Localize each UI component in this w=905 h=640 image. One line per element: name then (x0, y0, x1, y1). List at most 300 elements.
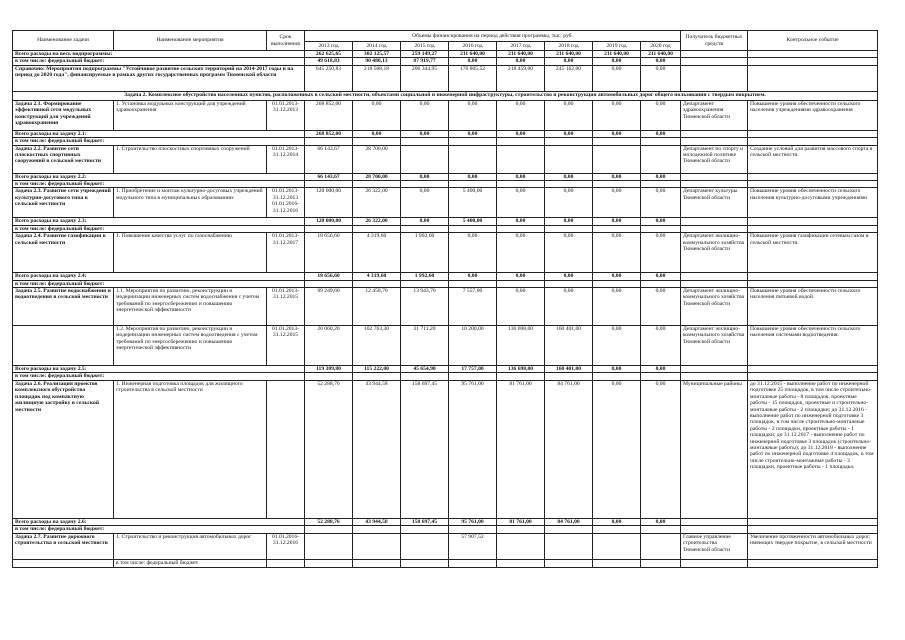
value-cell: 120 000,00 (305, 218, 353, 225)
table-row (13, 366, 878, 373)
table-row (13, 280, 878, 287)
recipient-cell (681, 181, 748, 188)
value-cell: 0,00 (497, 218, 545, 225)
value-cell: 0,00 (641, 273, 681, 280)
value-cell (401, 280, 449, 287)
recipient-cell: Департамент жилищно-коммунального хозяйства Тюменской области (681, 233, 748, 273)
funding-table (12, 30, 878, 568)
value-cell (353, 559, 401, 567)
value-cell (305, 138, 353, 145)
value-cell (641, 145, 681, 173)
row-label: в том числе: федеральный бюджет: (13, 280, 305, 287)
value-cell: 0,00 (593, 366, 641, 373)
table-row (13, 559, 878, 567)
row-label: в том числе: федеральный бюджет: (13, 138, 305, 145)
value-cell: 49 618,83 (305, 58, 353, 65)
value-cell: 268 852,00 (305, 130, 353, 137)
value-cell: 5 400,00 (449, 218, 497, 225)
value-cell: 95 761,00 (449, 518, 497, 525)
recipient-cell (681, 366, 748, 373)
value-cell: 26 322,00 (353, 188, 401, 218)
action-cell: 1. Приобретение и монтаж культурно-досуговых учреждений модульного типа в муниципальных образованиях (114, 188, 267, 218)
row-label: в том числе: федеральный бюджет: (13, 526, 305, 533)
recipient-cell (681, 518, 748, 525)
event-cell (748, 280, 878, 287)
value-cell (305, 526, 353, 533)
action-cell: в том числе: федеральный бюджет (114, 559, 267, 567)
value-cell: 0,00 (545, 100, 593, 130)
event-cell: Повышение уровня обеспеченности сельского населения питьевой водой. (748, 288, 878, 326)
table-row (13, 58, 878, 65)
row-label: Всего расходы на задачу 2.3: (13, 218, 305, 225)
value-cell: 0,00 (641, 188, 681, 218)
value-cell: 0,00 (593, 326, 641, 366)
task-cell: Задача 2.4. Развитие газификации в сельской местности (13, 233, 114, 273)
table-row (13, 533, 878, 559)
value-cell: 0,00 (353, 130, 401, 137)
value-cell (545, 138, 593, 145)
action-cell: 1. Повышение качества услуг по газоснабжению (114, 233, 267, 273)
event-cell (748, 181, 878, 188)
value-cell (401, 559, 449, 567)
term-cell: 01.01.2013-31.12.2015 (267, 326, 305, 366)
event-cell (748, 51, 878, 58)
value-cell (593, 559, 641, 567)
value-cell: 0,00 (545, 58, 593, 65)
value-cell: 0,00 (449, 130, 497, 137)
header-year: 2014 год (353, 42, 401, 51)
header-term: Срок выполнения (267, 31, 305, 51)
table-row (13, 526, 878, 533)
value-cell: 0,00 (641, 366, 681, 373)
recipient-cell (681, 51, 748, 58)
value-cell: 218 508,18 (353, 65, 401, 91)
value-cell (641, 559, 681, 567)
value-cell: 10 200,00 (449, 326, 497, 366)
value-cell (497, 145, 545, 173)
value-cell: 90 480,13 (353, 58, 401, 65)
value-cell: 0,00 (641, 58, 681, 65)
value-cell: 0,00 (641, 233, 681, 273)
recipient-cell (681, 559, 748, 567)
value-cell: 0,00 (497, 58, 545, 65)
event-cell (748, 218, 878, 225)
value-cell: 0,00 (641, 288, 681, 326)
value-cell: 0,00 (353, 100, 401, 130)
value-cell: 0,00 (497, 100, 545, 130)
value-cell: 302 125,57 (353, 51, 401, 58)
value-cell: 0,00 (449, 273, 497, 280)
row-label: Справочно: Мероприятия подпрограммы "Устойчивое развитие сельских территорий на 2014-2017 годы и на период до 2020 года", финансируемые в рамках других государственных программ Тюменской области (13, 65, 305, 91)
value-cell: 0,00 (545, 233, 593, 273)
table-row (13, 373, 878, 380)
value-cell: 0,00 (593, 65, 641, 91)
event-cell (748, 559, 878, 567)
recipient-cell: Департамент жилищно-коммунального хозяйства Тюменской области (681, 288, 748, 326)
value-cell: 20 060,20 (305, 326, 353, 366)
value-cell: 160 401,00 (545, 366, 593, 373)
value-cell (497, 138, 545, 145)
value-cell: 0,00 (401, 173, 449, 180)
value-cell (497, 533, 545, 559)
event-cell (748, 58, 878, 65)
value-cell: 211 640,00 (545, 51, 593, 58)
table-row (13, 138, 878, 145)
value-cell: 66 143,67 (305, 173, 353, 180)
value-cell: 0,00 (641, 380, 681, 518)
value-cell: 0,00 (449, 173, 497, 180)
event-cell (748, 518, 878, 525)
value-cell: 211 640,00 (641, 51, 681, 58)
task-cell: Задача 2.5. Развитие водоснабжения и водоотведения в сельской местности (13, 288, 114, 326)
table-row (13, 380, 878, 518)
value-cell (641, 280, 681, 287)
event-cell (748, 130, 878, 137)
value-cell (401, 533, 449, 559)
value-cell (353, 225, 401, 232)
value-cell (305, 181, 353, 188)
header-year: 2013 год (305, 42, 353, 51)
value-cell: 28 700,00 (353, 145, 401, 173)
value-cell: 115 222,00 (353, 366, 401, 373)
row-label: в том числе: федеральный бюджет: (13, 225, 305, 232)
value-cell: 0,00 (593, 188, 641, 218)
table-row (13, 173, 878, 180)
value-cell: 0,00 (593, 233, 641, 273)
value-cell: 31 711,20 (401, 326, 449, 366)
recipient-cell (681, 130, 748, 137)
recipient-cell (681, 218, 748, 225)
value-cell (641, 526, 681, 533)
value-cell: 0,00 (593, 130, 641, 137)
value-cell: 0,00 (401, 188, 449, 218)
value-cell: 0,00 (593, 58, 641, 65)
value-cell (449, 145, 497, 173)
value-cell (449, 526, 497, 533)
recipient-cell (681, 58, 748, 65)
value-cell: 0,00 (545, 288, 593, 326)
value-cell: 0,00 (641, 518, 681, 525)
row-label: в том числе: федеральный бюджет: (13, 58, 305, 65)
value-cell (593, 181, 641, 188)
term-cell: 01.01.2013-31.12.2015 (267, 288, 305, 326)
value-cell (449, 559, 497, 567)
event-cell: до 31.12.2015 - выполнение работ по инженерной подготовке 25 площадок, в том числе строительно-монтажные работы - 8 площадок, проектные работы - 15 площадок, проектные и строительно-монтажные работы - 2 площадки; до 31.12.2016 - выполнение работ по инженерной подготовке 3 площадок, в том числе строительно-монтажные работы - 2 площадки, проектные работы - 1 площадки; до 31.12.2017 - выполнение работ по инженерной подготовке 3 площадок (строительно-монтажные работы); до 31.12.2018 - выполнение работ по инженерной подготовке 4 площадок, в том числе строительно-монтажные работы - 3 площадки, проектные работы - 1 площадка. (748, 380, 878, 518)
value-cell (593, 373, 641, 380)
value-cell (545, 526, 593, 533)
value-cell: 81 761,00 (497, 380, 545, 518)
value-cell: 0,00 (593, 288, 641, 326)
value-cell (545, 280, 593, 287)
value-cell (449, 181, 497, 188)
value-cell (497, 373, 545, 380)
value-cell: 158 697,45 (401, 380, 449, 518)
event-cell (748, 138, 878, 145)
value-cell: 66 143,67 (305, 145, 353, 173)
value-cell: 245 162,00 (545, 65, 593, 91)
value-cell (497, 526, 545, 533)
event-cell (748, 225, 878, 232)
value-cell (401, 181, 449, 188)
value-cell (545, 559, 593, 567)
value-cell: 18 656,60 (305, 273, 353, 280)
value-cell: 211 640,00 (449, 51, 497, 58)
event-cell (748, 366, 878, 373)
value-cell (545, 225, 593, 232)
value-cell: 81 761,00 (497, 518, 545, 525)
value-cell (449, 138, 497, 145)
value-cell: 57 907,52 (449, 533, 497, 559)
value-cell: 18 656,60 (305, 233, 353, 273)
value-cell: 0,00 (401, 100, 449, 130)
event-cell (748, 273, 878, 280)
event-cell: Повышение уровня обеспеченности сельского населения культурно-досуговыми учреждениями (748, 188, 878, 218)
value-cell: 268 852,00 (305, 100, 353, 130)
table-row (13, 181, 878, 188)
value-cell (641, 138, 681, 145)
header-year: 2016 год (449, 42, 497, 51)
value-cell: 102 763,30 (353, 326, 401, 366)
value-cell: 211 640,00 (593, 51, 641, 58)
table-row (13, 233, 878, 273)
recipient-cell: Департамент здравоохранения Тюменской области (681, 100, 748, 130)
value-cell (593, 225, 641, 232)
value-cell: 0,00 (497, 288, 545, 326)
value-cell (593, 533, 641, 559)
value-cell: 0,00 (449, 58, 497, 65)
term-cell: 01.01.2013-31.12.2017 (267, 233, 305, 273)
table-row (13, 288, 878, 326)
header-year: 2015 год (401, 42, 449, 51)
event-cell: Повышение уровня обеспеченности сельского населения системами водоотведения. (748, 326, 878, 366)
value-cell: 136 698,00 (497, 326, 545, 366)
value-cell (593, 280, 641, 287)
value-cell (545, 181, 593, 188)
recipient-cell (681, 526, 748, 533)
action-cell: 1. Строительство плоскостных спортивных сооружений (114, 145, 267, 173)
event-cell (748, 173, 878, 180)
term-cell (267, 380, 305, 518)
value-cell: 1 992,60 (401, 273, 449, 280)
value-cell (305, 225, 353, 232)
table-body (13, 51, 878, 568)
value-cell (353, 181, 401, 188)
value-cell: 0,00 (593, 380, 641, 518)
value-cell: 206 344,95 (401, 65, 449, 91)
row-label: в том числе: федеральный бюджет: (13, 181, 305, 188)
value-cell (353, 373, 401, 380)
value-cell (353, 533, 401, 559)
value-cell: 84 761,00 (545, 518, 593, 525)
value-cell: 0,00 (545, 130, 593, 137)
value-cell: 26 322,00 (353, 218, 401, 225)
value-cell: 0,00 (593, 218, 641, 225)
event-cell (748, 65, 878, 91)
value-cell (641, 225, 681, 232)
value-cell (497, 559, 545, 567)
value-cell (353, 138, 401, 145)
value-cell (641, 373, 681, 380)
event-cell: Создание условий для развития массового спорта в сельской местности. (748, 145, 878, 173)
value-cell: 99 249,60 (305, 288, 353, 326)
event-cell (748, 373, 878, 380)
value-cell (353, 280, 401, 287)
value-cell: 0,00 (593, 100, 641, 130)
header-event: Контрольное событие (748, 31, 878, 51)
value-cell (449, 280, 497, 287)
value-cell: 17 757,00 (449, 366, 497, 373)
recipient-cell: Департамент по спорту и молодежной политике Тюменской области (681, 145, 748, 173)
header-recipient: Получатель бюджетных средств (681, 31, 748, 51)
recipient-cell (681, 373, 748, 380)
term-cell: 01.01.2013-31.12.2013 (267, 100, 305, 130)
task-cell (13, 559, 114, 567)
term-cell: 01.01.2013-31.12.2013 01.01.2016-31.12.2016 (267, 188, 305, 218)
row-label: Всего расходы на задачу 2.1: (13, 130, 305, 137)
task-cell: Задача 2.2. Развитие сети плоскостных спортивных сооружений в сельской местности (13, 145, 114, 173)
header-task: Наименование задачи (13, 31, 114, 51)
action-cell: 1. Инженерная подготовка площадок для жилищного строительства в сельской местности (114, 380, 267, 518)
term-cell (267, 559, 305, 567)
value-cell: 43 944,58 (353, 380, 401, 518)
value-cell (545, 145, 593, 173)
table-row (13, 273, 878, 280)
header-funding: Объемы финансирования на период действия программы, тыс. руб. (305, 31, 681, 42)
task-cell: Задача 2.1. Формирование эффективной сети модульных конструкций для учреждений здравоохранения (13, 100, 114, 130)
table-row (13, 65, 878, 91)
value-cell: 0,00 (497, 188, 545, 218)
recipient-cell (681, 280, 748, 287)
task-cell (13, 326, 114, 366)
table-row (13, 188, 878, 218)
value-cell (401, 373, 449, 380)
value-cell: 160 401,00 (545, 326, 593, 366)
recipient-cell: Главное управление строительства Тюменской области (681, 533, 748, 559)
value-cell (401, 526, 449, 533)
value-cell: 0,00 (497, 173, 545, 180)
value-cell: 52 288,76 (305, 518, 353, 525)
value-cell (497, 181, 545, 188)
value-cell (305, 280, 353, 287)
header-year: 2020 год (641, 42, 681, 51)
value-cell: 0,00 (497, 233, 545, 273)
value-cell: 0,00 (449, 100, 497, 130)
value-cell: 12 458,70 (353, 288, 401, 326)
recipient-cell (681, 173, 748, 180)
action-cell: 1. Установка модульных конструкций для учреждений здравоохранения (114, 100, 267, 130)
value-cell: 0,00 (497, 130, 545, 137)
table-row (13, 51, 878, 58)
value-cell (305, 373, 353, 380)
table-row (13, 91, 878, 100)
value-cell: 211 640,00 (497, 51, 545, 58)
table-row (13, 326, 878, 366)
value-cell: 0,00 (641, 218, 681, 225)
event-cell: Увеличение протяженности автомобильных дорог, имеющих твердое покрытие, в сельской местности (748, 533, 878, 559)
task-cell: Задача 2.6. Реализация проектов комплексного обустройства площадок под компактную жилищную застройку в сельской местности (13, 380, 114, 518)
action-cell: 1.2. Мероприятия по развитию, реконструкции и модернизации инженерных систем водоотведения с учетом требований по энергосбережению и повышению энергетической эффективности (114, 326, 267, 366)
value-cell (449, 373, 497, 380)
table-row (13, 130, 878, 137)
value-cell (497, 280, 545, 287)
value-cell: 176 805,52 (449, 65, 497, 91)
value-cell (449, 225, 497, 232)
row-label: Всего расходы на задачу 2.2: (13, 173, 305, 180)
value-cell (497, 225, 545, 232)
table-row (13, 225, 878, 232)
value-cell (353, 526, 401, 533)
recipient-cell (681, 273, 748, 280)
value-cell (545, 373, 593, 380)
row-label: Всего расходы на задачу 2.4: (13, 273, 305, 280)
value-cell (641, 181, 681, 188)
event-cell: Повышение уровня газификации сетевым газом в сельской местности. (748, 233, 878, 273)
value-cell: 4 319,60 (353, 233, 401, 273)
section-heading: Задача 2. Комплексное обустройство населенных пунктов, расположенных в сельской местности, объектами социальной и инженерной инфраструктуры, строительство и реконструкция автомобильных дорог общего пользования с твердым покрытием. (13, 91, 878, 100)
table-header (13, 31, 878, 51)
value-cell: 0,00 (593, 173, 641, 180)
value-cell: 0,00 (641, 130, 681, 137)
event-cell: Повышение уровня обеспеченности сельского населения учреждениями здравоохранения (748, 100, 878, 130)
value-cell (401, 145, 449, 173)
value-cell (401, 225, 449, 232)
value-cell (593, 138, 641, 145)
recipient-cell: Департамент жилищно-коммунального хозяйства Тюменской области (681, 326, 748, 366)
row-label: в том числе: федеральный бюджет: (13, 373, 305, 380)
header-year: 2018 год (545, 42, 593, 51)
value-cell: 0,00 (545, 188, 593, 218)
value-cell: 0,00 (545, 173, 593, 180)
value-cell: 158 697,45 (401, 518, 449, 525)
value-cell: 0,00 (401, 218, 449, 225)
recipient-cell: Муниципальные районы (681, 380, 748, 518)
value-cell: 0,00 (545, 273, 593, 280)
term-cell: 01.01.2016-31.12.2016 (267, 533, 305, 559)
value-cell (593, 526, 641, 533)
value-cell: 0,00 (545, 218, 593, 225)
value-cell: 259 149,27 (401, 51, 449, 58)
recipient-cell (681, 65, 748, 91)
task-cell: Задача 2.3. Развитие сети учреждений культурно-досугового типа в сельской местности (13, 188, 114, 218)
value-cell: 1 992,60 (401, 233, 449, 273)
value-cell: 52 288,76 (305, 380, 353, 518)
value-cell: 0,00 (593, 518, 641, 525)
header-action: Наименование мероприятия (114, 31, 267, 51)
table-row (13, 218, 878, 225)
table-row (13, 100, 878, 130)
value-cell: 120 000,00 (305, 188, 353, 218)
value-cell: 0,00 (641, 65, 681, 91)
value-cell: 7 557,00 (449, 288, 497, 326)
value-cell (401, 138, 449, 145)
value-cell: 87 919,77 (401, 58, 449, 65)
table-row (13, 518, 878, 525)
action-cell: 1.1. Мероприятия по развитию, реконструкции и модернизации инженерных систем водоснабжения с учетом требований по энергосбережению и повышению энергетической эффективности (114, 288, 267, 326)
value-cell: 0,00 (641, 326, 681, 366)
row-label: Всего расходы на весь подпрограммы: (13, 51, 305, 58)
row-label: Всего расходы на задачу 2.5: (13, 366, 305, 373)
value-cell (305, 559, 353, 567)
value-cell: 645 250,83 (305, 65, 353, 91)
value-cell (641, 533, 681, 559)
funding-table-sheet (12, 30, 878, 568)
value-cell: 136 698,00 (497, 366, 545, 373)
value-cell (545, 533, 593, 559)
value-cell: 0,00 (641, 173, 681, 180)
recipient-cell: Департамент культуры Тюменской области (681, 188, 748, 218)
value-cell: 13 943,70 (401, 288, 449, 326)
value-cell: 0,00 (497, 273, 545, 280)
